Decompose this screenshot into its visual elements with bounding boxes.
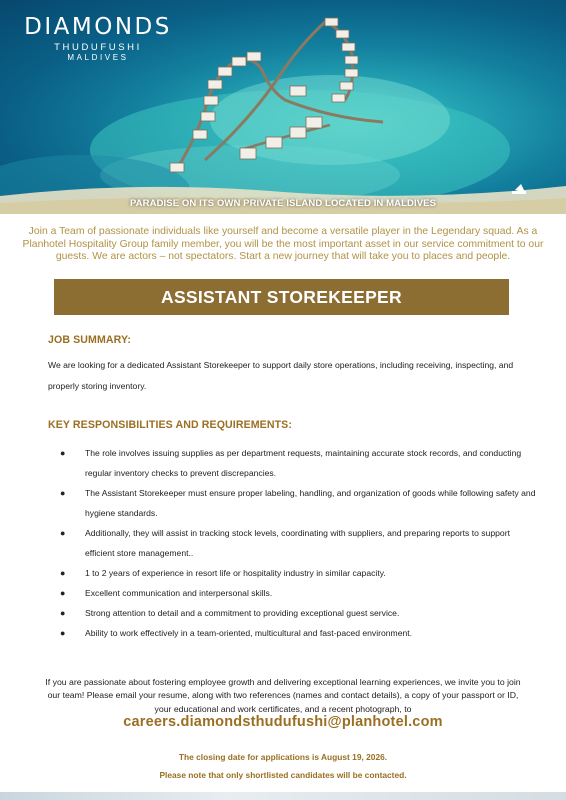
job-summary-text: We are looking for a dedicated Assistant Storekeeper to support daily store operations, including receiving, inspecting, and properly storing inventory. — [48, 360, 514, 391]
hero-caption: PARADISE ON ITS OWN PRIVATE ISLAND LOCATED IN MALDIVES — [129, 198, 437, 209]
brand-name: DIAMONDS — [24, 14, 172, 40]
brand-location-country: MALDIVES — [67, 53, 129, 62]
bullet-icon: ● — [60, 608, 66, 618]
careers-email-link[interactable]: careers.diamondsthudufushi@planhotel.com — [123, 714, 443, 730]
intro-paragraph: Join a Team of passionate individuals like yourself and become a versatile player in the Legendary squad. As a Planhotel Hospitality Group family member, you will be the most important asset in our service commitment to our guests. We are actors – not spectators. Start a new journey that will take you to places and people. — [22, 226, 544, 263]
bullet-icon: ● — [60, 588, 66, 598]
list-item: ● Additionally, they will assist in tracking stock levels, coordinating with suppliers, and preparing reports to support efficient store management.. — [0, 523, 566, 563]
job-title-banner — [54, 279, 509, 315]
bullet-icon: ● — [60, 628, 66, 638]
bottom-decorative-strip — [0, 792, 566, 800]
brand-location-island: THUDUFUSHI — [54, 42, 142, 53]
job-summary-heading: JOB SUMMARY: — [48, 334, 132, 346]
list-item: ● Excellent communication and interpersonal skills. — [0, 583, 566, 603]
bullet-icon: ● — [60, 448, 66, 458]
bullet-icon: ● — [60, 568, 66, 578]
responsibilities-list — [0, 443, 566, 643]
bullet-icon: ● — [60, 488, 66, 498]
application-instructions: If you are passionate about fostering employee growth and delivering exceptional learning experiences, we invite you to join our team! Please email your resume, along with two references (names and contact details), a copy of your passport or ID, your educational and work certificates, and a recent photograph, to — [45, 677, 521, 714]
bullet-icon: ● — [60, 528, 66, 538]
list-item: ● Ability to work effectively in a team-oriented, multicultural and fast-paced environment. — [0, 623, 566, 643]
closing-date: The closing date for applications is August 19, 2026. — [178, 752, 388, 762]
list-item: ● 1 to 2 years of experience in resort life or hospitality industry in similar capacity. — [0, 563, 566, 583]
list-item: ● The Assistant Storekeeper must ensure proper labeling, handling, and organization of goods while following safety and hygiene standards. — [0, 483, 566, 523]
shortlist-note: Please note that only shortlisted candidates will be contacted. — [159, 770, 407, 780]
job-title: ASSISTANT STOREKEEPER — [161, 286, 402, 307]
hero-banner — [0, 0, 566, 214]
brand-logo — [22, 14, 174, 63]
list-item: ● Strong attention to detail and a commitment to providing exceptional guest service. — [0, 603, 566, 623]
list-item: ● The role involves issuing supplies as per department requests, maintaining accurate stock records, and conducting regular inventory checks to prevent discrepancies. — [0, 443, 566, 483]
responsibilities-heading: KEY RESPONSIBILITIES AND REQUIREMENTS: — [48, 419, 292, 431]
